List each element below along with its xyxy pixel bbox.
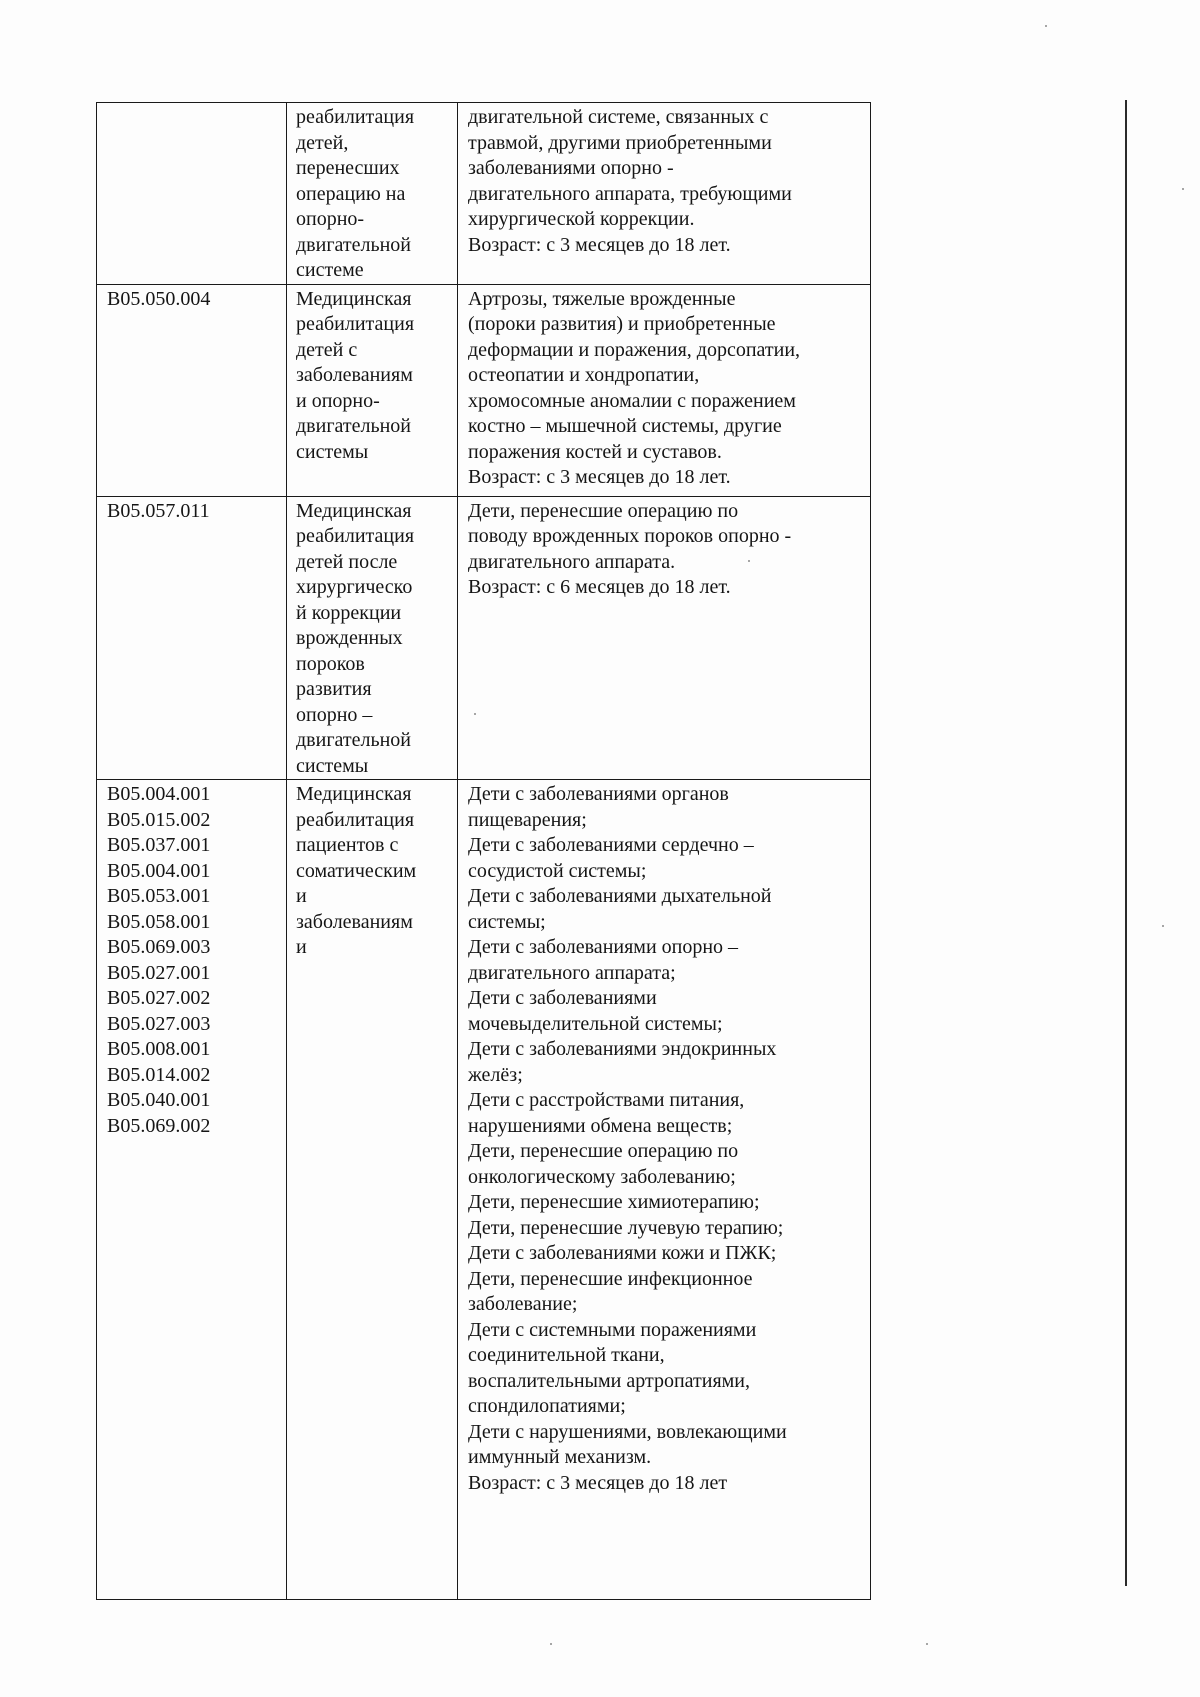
description-line: двигательной системе, связанных с xyxy=(468,106,769,128)
description-line: поводу врожденных пороков опорно - xyxy=(468,525,792,547)
margin-rule xyxy=(1125,100,1127,1586)
name-line: детей с xyxy=(296,338,358,361)
description-line: Дети с заболеваниями дыхательной xyxy=(468,885,772,907)
description-line: пищеварения; xyxy=(468,808,587,831)
description-line: Возраст: с 6 месяцев до 18 лет. xyxy=(468,576,731,598)
name-line: заболеваниям xyxy=(296,910,413,933)
name-cell xyxy=(287,284,458,496)
description-line: системы; xyxy=(468,910,546,933)
description-cell xyxy=(458,780,871,1600)
service-code: B05.037.001 xyxy=(107,834,211,856)
name-line: и xyxy=(296,936,307,958)
name-line: хирургическо xyxy=(296,576,413,598)
description-line: Дети с заболеваниями эндокринных xyxy=(468,1038,777,1060)
description-line: костно – мышечной системы, другие xyxy=(468,415,782,437)
name-line: двигательной xyxy=(296,729,412,751)
name-cell xyxy=(287,496,458,780)
description-line: онкологическому заболеванию; xyxy=(468,1165,736,1188)
name-line: реабилитация xyxy=(296,525,415,547)
description-line: деформации и поражения, дорсопатии, xyxy=(468,338,801,361)
service-code: B05.058.001 xyxy=(107,910,211,933)
name-line: Медицинская xyxy=(296,499,412,522)
service-code: B05.040.001 xyxy=(107,1089,211,1111)
service-code: B05.027.003 xyxy=(107,1012,211,1035)
name-line: детей после xyxy=(296,550,398,573)
table-row xyxy=(97,780,871,1600)
description-line: хирургической коррекции. xyxy=(468,208,695,230)
service-code: B05.057.011 xyxy=(107,499,210,522)
table-body xyxy=(97,103,871,1600)
description-line: Артрозы, тяжелые врожденные xyxy=(468,287,736,310)
name-line: реабилитация xyxy=(296,106,415,128)
service-code: B05.015.002 xyxy=(107,808,211,831)
description-line: Дети, перенесшие химиотерапию; xyxy=(468,1191,760,1213)
name-line: соматическим xyxy=(296,859,417,882)
name-line: системе xyxy=(296,259,364,281)
description-line: Дети с нарушениями, вовлекающими xyxy=(468,1420,787,1443)
description-line: Дети, перенесшие лучевую терапию; xyxy=(468,1216,784,1239)
description-cell xyxy=(458,496,871,780)
description-line: двигательного аппарата, требующими xyxy=(468,182,792,205)
description-line: заболеваниями опорно - xyxy=(468,157,674,179)
service-code: B05.053.001 xyxy=(107,885,211,907)
service-code: B05.027.002 xyxy=(107,987,211,1009)
name-line: двигательной xyxy=(296,233,412,256)
description-line: заболевание; xyxy=(468,1293,578,1315)
table-row xyxy=(97,496,871,780)
name-cell xyxy=(287,780,458,1600)
name-line: опорно – xyxy=(296,703,373,726)
description-line: травмой, другими приобретенными xyxy=(468,131,772,154)
name-line: перенесших xyxy=(296,157,400,179)
name-line: Медицинская xyxy=(296,287,412,310)
service-code: B05.069.003 xyxy=(107,936,211,958)
description-line: Дети, перенесшие инфекционное xyxy=(468,1267,753,1290)
description-cell xyxy=(458,284,871,496)
name-line: системы xyxy=(296,440,369,463)
name-cell xyxy=(287,103,458,285)
description-line: Дети, перенесшие операцию по xyxy=(468,499,739,522)
description-line: воспалительными артропатиями, xyxy=(468,1369,751,1392)
name-line: заболеваниям xyxy=(296,364,413,386)
name-line: пороков xyxy=(296,652,365,675)
description-line: двигательного аппарата. xyxy=(468,550,676,573)
service-code: B05.004.001 xyxy=(107,859,211,882)
description-line: Возраст: с 3 месяцев до 18 лет. xyxy=(468,466,731,488)
code-cell xyxy=(97,496,287,780)
scan-speck xyxy=(1182,188,1184,190)
scan-speck xyxy=(926,1643,928,1645)
service-code: B05.027.001 xyxy=(107,961,211,984)
name-line: реабилитация xyxy=(296,808,415,831)
name-line: опорно- xyxy=(296,208,365,230)
name-line: реабилитация xyxy=(296,313,415,335)
name-line: детей, xyxy=(296,131,349,154)
description-line: Дети с системными поражениями xyxy=(468,1318,757,1341)
description-line: Возраст: с 3 месяцев до 18 лет xyxy=(468,1471,728,1494)
description-line: двигательного аппарата; xyxy=(468,961,676,984)
description-line: Дети с расстройствами питания, xyxy=(468,1089,745,1111)
rehabilitation-table xyxy=(96,102,871,1600)
name-line: развития xyxy=(296,678,372,700)
description-line: Дети с заболеваниями кожи и ПЖК; xyxy=(468,1242,777,1264)
scan-speck xyxy=(1162,925,1164,927)
name-line: Медицинская xyxy=(296,783,412,805)
name-line: двигательной xyxy=(296,415,412,437)
description-line: хромосомные аномалии с поражением xyxy=(468,389,796,412)
scan-speck xyxy=(550,1643,552,1645)
name-line: й коррекции xyxy=(296,601,402,624)
description-cell xyxy=(458,103,871,285)
name-line: операцию на xyxy=(296,182,406,205)
description-line: Дети, перенесшие операцию по xyxy=(468,1140,739,1162)
name-line: системы xyxy=(296,754,369,777)
description-line: сосудистой системы; xyxy=(468,859,647,882)
description-line: остеопатии и хондропатии, xyxy=(468,364,700,386)
code-cell xyxy=(97,780,287,1600)
description-line: Дети с заболеваниями органов xyxy=(468,783,729,805)
description-line: Дети с заболеваниями xyxy=(468,987,657,1009)
service-code: B05.050.004 xyxy=(107,287,211,310)
name-line: и xyxy=(296,885,307,907)
scan-speck xyxy=(1045,25,1047,27)
name-line: и опорно- xyxy=(296,389,380,412)
name-line: пациентов с xyxy=(296,834,399,856)
service-code: B05.008.001 xyxy=(107,1038,211,1060)
service-code: B05.004.001 xyxy=(107,783,211,805)
table-row xyxy=(97,103,871,285)
name-line: врожденных xyxy=(296,627,403,649)
service-code: B05.014.002 xyxy=(107,1063,211,1086)
code-cell xyxy=(97,103,287,285)
description-line: нарушениями обмена веществ; xyxy=(468,1114,733,1137)
code-cell xyxy=(97,284,287,496)
table-row xyxy=(97,284,871,496)
description-line: Дети с заболеваниями сердечно – xyxy=(468,834,754,856)
description-line: спондилопатиями; xyxy=(468,1395,626,1417)
description-line: поражения костей и суставов. xyxy=(468,440,722,463)
description-line: Дети с заболеваниями опорно – xyxy=(468,936,739,958)
description-line: (пороки развития) и приобретенные xyxy=(468,313,776,335)
description-line: желёз; xyxy=(468,1063,523,1086)
description-line: мочевыделительной системы; xyxy=(468,1012,723,1035)
description-line: иммунный механизм. xyxy=(468,1446,652,1468)
service-code: B05.069.002 xyxy=(107,1114,211,1137)
description-line: Возраст: с 3 месяцев до 18 лет. xyxy=(468,233,731,256)
description-line: соединительной ткани, xyxy=(468,1344,665,1366)
